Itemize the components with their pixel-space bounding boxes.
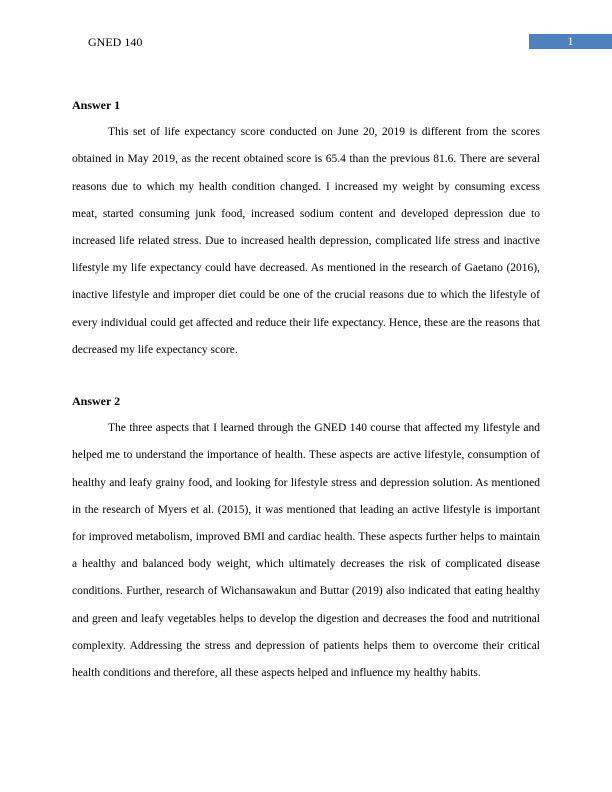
answer-1-section <box>72 92 540 364</box>
answer-1-heading: Answer 1 <box>72 98 121 112</box>
section-spacer <box>72 364 540 388</box>
answer-1-paragraph: This set of life expectancy score conducted on June 20, 2019 is different from the scores obtained in May 2019, as the recent obtained score is 65.4 than the previous 81.6. There are several reasons due to which my health condition changed. I increased my weight by consuming excess meat, started consuming junk food, increased sodium content and developed depression due to increased life related stress. Due to increased health depression, complicated life stress and inactive lifestyle my life expectancy could have decreased. As mentioned in the research of Gaetano (2016), inactive lifestyle and improper diet could be one of the crucial reasons due to which the lifestyle of every individual could get affected and reduce their life expectancy. Hence, these are the reasons that decreased my life expectancy score. <box>72 126 540 356</box>
answer-2-section <box>72 388 540 687</box>
answer-2-heading: Answer 2 <box>72 394 121 409</box>
running-head: GNED 140 <box>88 35 143 49</box>
answer-2-paragraph: The three aspects that I learned through the GNED 140 course that affected my lifestyle and helped me to understand the importance of health. These aspects are active lifestyle, consumption of healthy and leafy grainy food, and looking for lifestyle stress and depression solution. As mentioned in the research of Myers et al. (2015), it was mentioned that leading an active lifestyle is important for improved metabolism, improved BMI and cardiac health. These aspects further helps to maintain a healthy and balanced body weight, which ultimately decreases the risk of complicated disease conditions. Further, research of Wichansawakun and Buttar (2019) also indicated that eating healthy and green and leafy vegetables helps to develop the digestion and decreases the food and nutritional complexity. Addressing the stress and depression of patients helps them to overcome their critical health conditions and therefore, all these aspects helped and influence my healthy habits. <box>72 422 540 680</box>
document-body <box>72 92 540 687</box>
page-number: 1 <box>529 34 612 49</box>
